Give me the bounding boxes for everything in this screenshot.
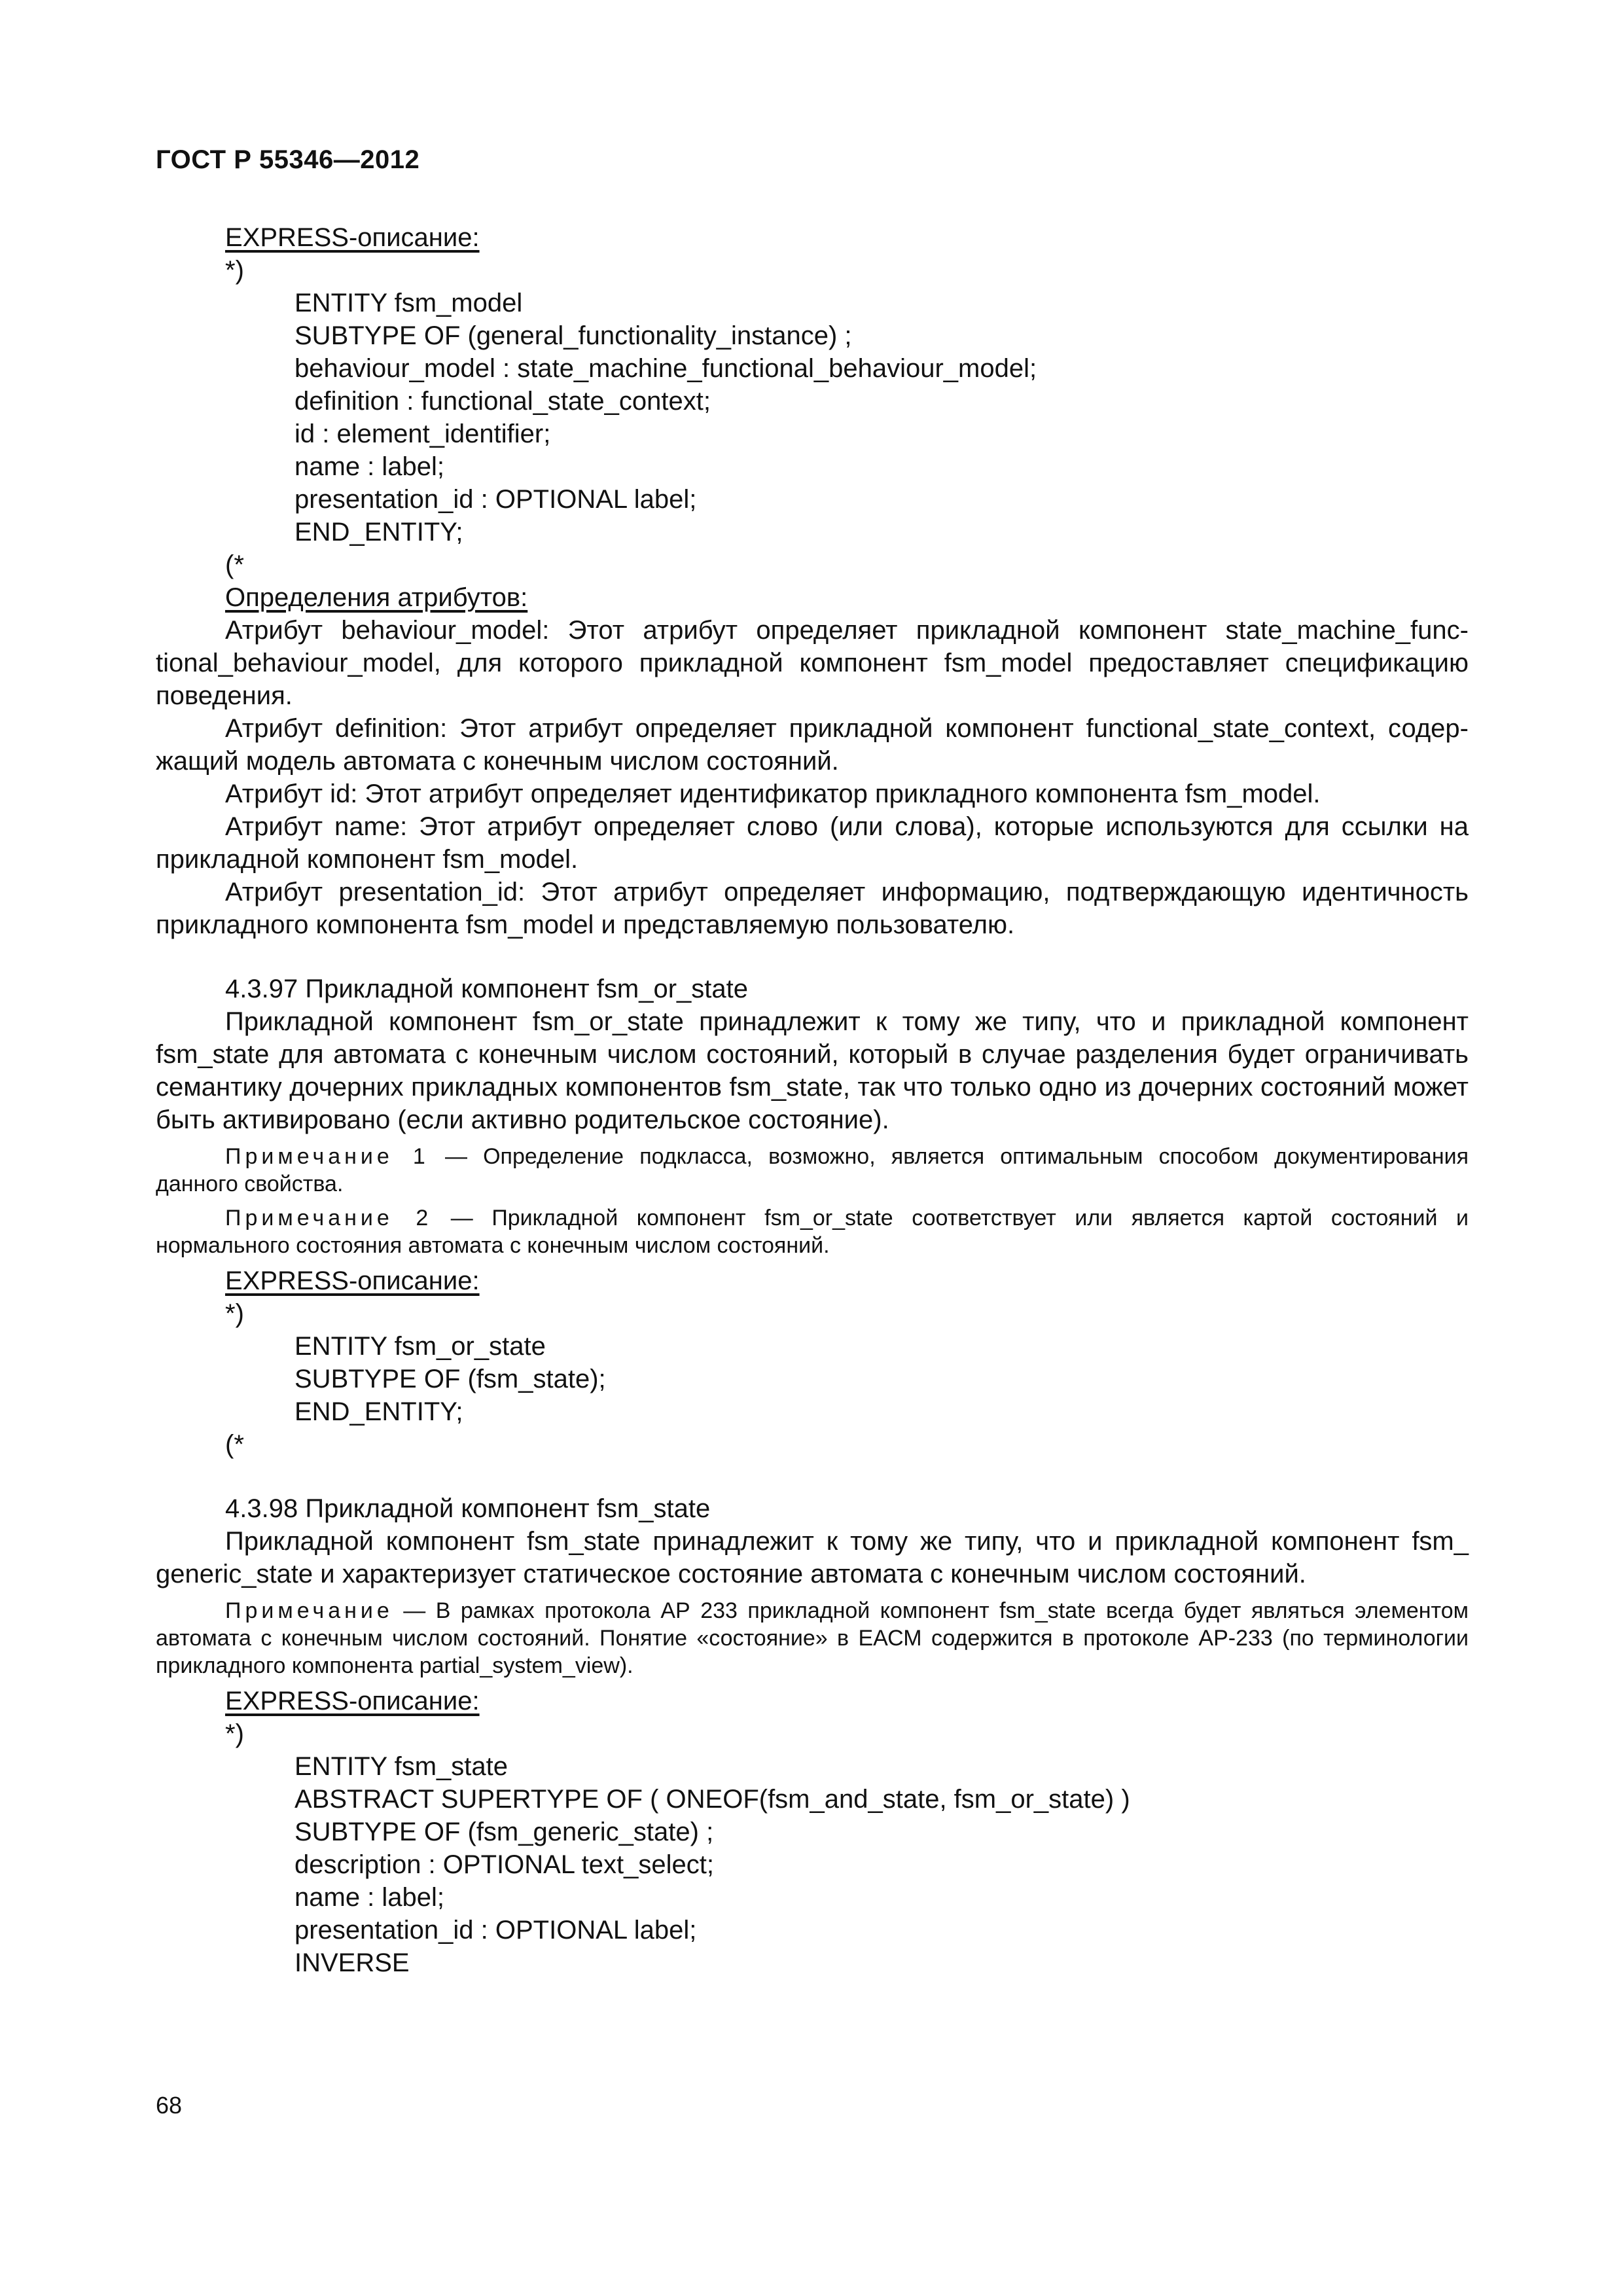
document-header: ГОСТ Р 55346—2012: [156, 145, 420, 174]
code-line: name : label;: [294, 1883, 445, 1912]
attribute-paragraph: Атрибут definition: Этот атрибут определяет прикладной компонент functional_state_context, содержащий модель автомата с конечным числом состояний.: [156, 714, 1469, 776]
code-line: name : label;: [294, 452, 445, 481]
code-line: SUBTYPE OF (general_functionality_instance) ;: [294, 321, 852, 350]
express-code-block: [156, 1330, 1469, 1428]
express-close-marker: (*: [225, 1430, 244, 1459]
attributes-heading: Определения атрибутов:: [225, 583, 528, 612]
code-line: ABSTRACT SUPERTYPE OF ( ONEOF(fsm_and_state, fsm_or_state) ): [294, 1785, 1130, 1814]
note-text: — Прикладной компонент fsm_or_state соответствует или является картой состояний и нормального состояния автомата с конечным числом состояний.: [156, 1206, 1469, 1258]
note-label: Примечание 1: [225, 1144, 429, 1169]
attribute-paragraph: Атрибут id: Этот атрибут определяет идентификатор прикладного компонента fsm_model.: [225, 780, 1321, 808]
code-line: behaviour_model : state_machine_functional_behaviour_model;: [294, 354, 1037, 383]
note-text: — В рамках протокола АР 233 прикладной компонент fsm_state всегда будет являться элементом автомата с конечным числом состояний. Понятие «состояние» в ЕАСМ содержится в протоколе АР-233 (по терминологии прикладного компонента partial_system_view).: [156, 1598, 1469, 1678]
express-code-block: [156, 1750, 1469, 1979]
note: [156, 1143, 1469, 1198]
code-line: ENTITY fsm_state: [294, 1752, 508, 1781]
express-close-marker: (*: [225, 550, 244, 579]
note-label: Примечание: [225, 1598, 393, 1623]
attribute-paragraph: Атрибут behaviour_model: Этот атрибут определяет прикладной компонент state_machine_functional_behaviour_model, для которого прикладной компонент fsm_model предоставляет спецификацию поведения.: [156, 616, 1469, 710]
code-line: INVERSE: [294, 1948, 410, 1977]
note-label: Примечание 2: [225, 1206, 433, 1230]
note: [156, 1204, 1469, 1259]
express-heading: EXPRESS-описание:: [225, 1687, 480, 1715]
code-line: END_ENTITY;: [294, 1397, 463, 1426]
code-line: ENTITY fsm_model: [294, 289, 523, 317]
page-content: [156, 221, 1469, 1979]
express-code-block: [156, 287, 1469, 548]
express-open-marker: *): [225, 1299, 244, 1328]
code-line: description : OPTIONAL text_select;: [294, 1850, 714, 1879]
code-line: presentation_id : OPTIONAL label;: [294, 485, 697, 514]
code-line: ENTITY fsm_or_state: [294, 1332, 546, 1361]
attribute-paragraph: Атрибут name: Этот атрибут определяет слово (или слова), которые используются для ссылки на прикладной компонент fsm_model.: [156, 812, 1469, 874]
section-heading: 4.3.98 Прикладной компонент fsm_state: [225, 1494, 711, 1523]
note-text: — Определение подкласса, возможно, является оптимальным способом документирования данного свойства.: [156, 1144, 1469, 1196]
express-heading: EXPRESS-описание:: [225, 1266, 480, 1295]
code-line: definition : functional_state_context;: [294, 387, 711, 416]
section-heading: 4.3.97 Прикладной компонент fsm_or_state: [225, 975, 749, 1003]
section-paragraph: Прикладной компонент fsm_state принадлежит к тому же типу, что и прикладной компонент fsm_ generic_state и характеризует статическое состояние автомата с конечным числом состояний.: [156, 1527, 1469, 1588]
express-open-marker: *): [225, 1719, 244, 1748]
express-heading: EXPRESS-описание:: [225, 223, 480, 252]
section-paragraph: Прикладной компонент fsm_or_state принадлежит к тому же типу, что и прикладной компонент fsm_state для автомата с конечным числом состояний, который в случае разделения будет ограничивать семантику дочерних прикладных компонентов fsm_state, так что только одно из дочерних состояний может быть активировано (если активно родительское состояние).: [156, 1007, 1469, 1134]
code-line: id : element_identifier;: [294, 420, 551, 448]
code-line: END_ENTITY;: [294, 518, 463, 547]
attribute-paragraph: Атрибут presentation_id: Этот атрибут определяет информацию, подтверждающую идентичность прикладного компонента fsm_model и представляемую пользователю.: [156, 878, 1469, 939]
code-line: SUBTYPE OF (fsm_state);: [294, 1365, 606, 1393]
express-open-marker: *): [225, 256, 244, 285]
code-line: presentation_id : OPTIONAL label;: [294, 1916, 697, 1945]
code-line: SUBTYPE OF (fsm_generic_state) ;: [294, 1818, 714, 1846]
page-number: 68: [156, 2092, 183, 2119]
note: [156, 1597, 1469, 1679]
